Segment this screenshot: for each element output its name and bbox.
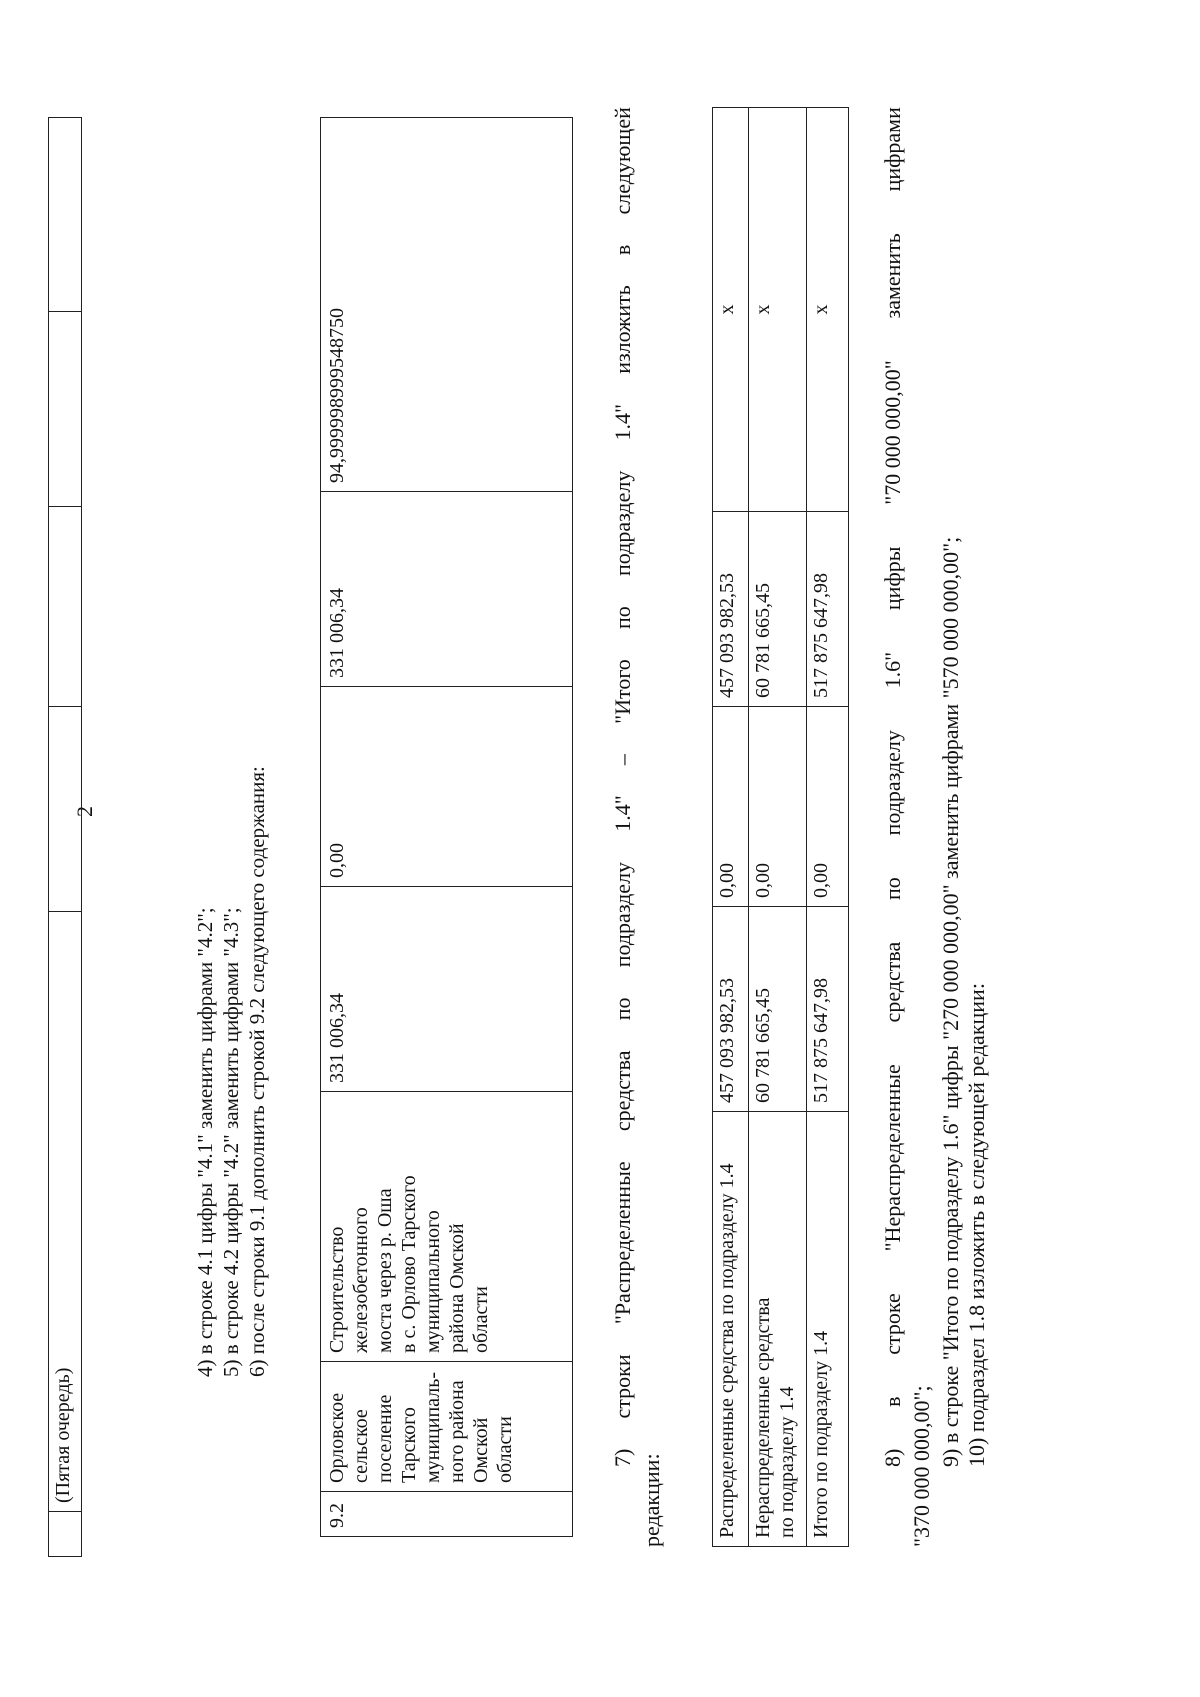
table-cell (49, 707, 82, 912)
word: следующей (610, 107, 635, 215)
value-cell: 60 781 665,45 (749, 512, 807, 707)
recipient-line: сельское (350, 1409, 372, 1483)
word: подразделу (880, 730, 905, 836)
recipient-line: Тарского (398, 1407, 420, 1483)
word: заменить (880, 233, 905, 319)
table-row (749, 108, 807, 1547)
word: изложить (610, 285, 635, 374)
object-line: области (470, 1286, 492, 1353)
value-cell: 457 093 982,53 (713, 512, 749, 707)
recipient-line: поселение (374, 1394, 396, 1483)
word: средства (880, 941, 905, 1023)
word: подразделу (610, 470, 635, 576)
label-line: Итого по подразделу 1.4 (810, 1330, 832, 1538)
word: подразделу (610, 861, 635, 968)
value-cell: 517 875 647,98 (807, 512, 849, 707)
object-line: муниципального (422, 1210, 444, 1353)
word: "Распределенные (610, 1161, 635, 1325)
subsection-1-4-table (712, 107, 849, 1547)
paragraph-7 (608, 107, 666, 1547)
table-cell (49, 118, 82, 312)
row-label-cell (807, 1112, 849, 1547)
x-cell: x (713, 108, 749, 512)
word: в (880, 1396, 905, 1407)
table-cell (49, 312, 82, 507)
recipient-line: муниципаль- (422, 1372, 444, 1483)
share-cell: 94,999998999548750 (321, 118, 573, 492)
recipient-line: Орловское (326, 1392, 348, 1483)
word: 1.4" (610, 795, 635, 832)
top-table-fragment (48, 117, 82, 1557)
recipient-cell (321, 1362, 573, 1492)
word: в (610, 244, 635, 256)
label-line: Распределенные средства по подразделу 1.4 (716, 1163, 738, 1538)
label-line: Нераспределенные средства (752, 1297, 774, 1538)
row-label-cell (749, 1112, 807, 1547)
object-cell (321, 1092, 573, 1362)
word: 7) (610, 1448, 635, 1467)
label-line: по подразделу 1.4 (776, 1386, 798, 1538)
word: по (610, 997, 635, 1021)
paragraph-line: редакции: (639, 1453, 664, 1547)
word: по (610, 606, 635, 629)
x-cell: x (749, 108, 807, 512)
word: строки (610, 1354, 635, 1419)
object-line: Строительство (326, 1226, 348, 1353)
amendment-5: 5) в строке 4.2 цифры "4.2" заменить цифрами "4.3"; (219, 907, 243, 1377)
paragraph-line: "370 000 000,00"; (909, 1385, 934, 1547)
table-cell (49, 1512, 82, 1557)
word: "70 000 000,00" (880, 360, 905, 505)
word: "Итого (610, 659, 635, 724)
recipient-line: области (494, 1416, 516, 1483)
total-cell: 60 781 665,45 (749, 907, 807, 1112)
object-line: железобетонного (350, 1207, 372, 1353)
table-row (49, 118, 82, 1557)
total-cell: 517 875 647,98 (807, 907, 849, 1112)
table-cell: (Пятая очередь) (49, 912, 82, 1512)
amendment-6: 6) после строки 9.1 дополнить строкой 9.2 следующего содержания: (245, 766, 269, 1377)
value-cell: 0,00 (749, 707, 807, 907)
table-cell (49, 507, 82, 707)
row-9-2-table (320, 117, 573, 1537)
value-cell: 331 006,34 (321, 492, 573, 687)
object-line: района Омской (446, 1223, 468, 1353)
word: средства (610, 1050, 635, 1132)
value-cell: 0,00 (807, 707, 849, 907)
page-number: 2 (72, 806, 97, 817)
table-row (321, 118, 573, 1537)
word: – (610, 754, 635, 766)
row-label-cell (713, 1112, 749, 1547)
x-cell: x (807, 108, 849, 512)
total-cell: 457 093 982,53 (713, 907, 749, 1112)
word: по (880, 877, 905, 900)
word: 1.6" (880, 651, 905, 689)
paragraph-line (878, 107, 907, 1547)
amendment-4: 4) в строке 4.1 цифры "4.1" заменить цифрами "4.2"; (193, 907, 217, 1377)
paragraph-8 (878, 107, 936, 1547)
value-cell: 0,00 (321, 687, 573, 887)
row-number-cell: 9.2 (321, 1492, 573, 1537)
word: 8) (880, 1448, 905, 1467)
word: "Нераспределенные (880, 1064, 905, 1252)
object-line: моста через р. Оша (374, 1188, 396, 1353)
recipient-line: ного района (446, 1380, 468, 1483)
paragraph-9: 9) в строке "Итого по подразделу 1.6" цифры "270 000 000,00" заменить цифрами "570 000 000,00"; (938, 536, 963, 1467)
paragraph-10: 10) подраздел 1.8 изложить в следующей редакции: (964, 983, 989, 1467)
recipient-line: Омской (470, 1417, 492, 1483)
table-row (713, 108, 749, 1547)
table-row (807, 108, 849, 1547)
word: 1.4" (610, 403, 635, 441)
word: цифры (880, 546, 905, 611)
word: строке (880, 1293, 905, 1355)
value-cell: 0,00 (713, 707, 749, 907)
word: цифрами (880, 107, 905, 192)
paragraph-line (608, 107, 637, 1547)
object-line: в с. Орлово Тарского (398, 1175, 420, 1353)
total-cell: 331 006,34 (321, 887, 573, 1092)
